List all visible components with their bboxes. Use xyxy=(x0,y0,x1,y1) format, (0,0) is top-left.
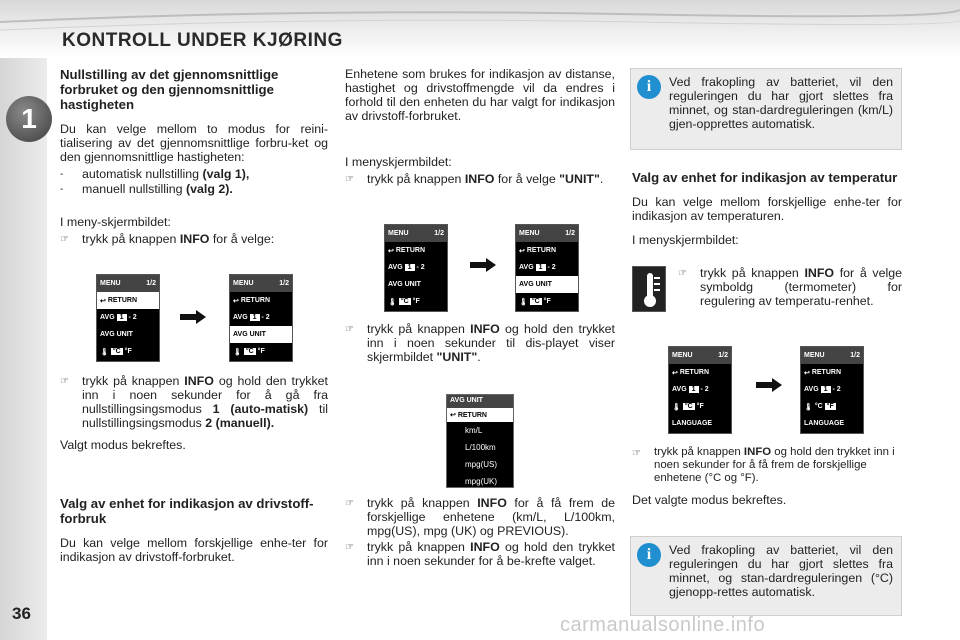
menu-intro: I meny-skjermbildet: xyxy=(60,215,171,229)
info-box-fuel-text: Ved frakopling av batteriet, vil den reguleringen du har gjort slettes fra minnet, og stan-dardreguleringen (km/L) gjen-opprettes automatisk. xyxy=(669,75,893,131)
unit-options-screen: AVG UNIT ↩ RETURN km/L L/100km mpg(US) mpg(UK) xyxy=(446,394,514,488)
page-number: 36 xyxy=(12,604,31,623)
temp-menu-screen-after: MENU 1/2 ↩ RETURN AVG 1 - 2 🌡 °C °F LANGUAGE xyxy=(800,346,864,434)
mode-confirmed: Valgt modus bekreftes. xyxy=(60,438,186,452)
temp-menu-screen-before: MENU 1/2 ↩ RETURN AVG 1 - 2 🌡 °C °F LANGUAGE xyxy=(668,346,732,434)
column-2 xyxy=(345,67,615,187)
page-title: KONTROLL UNDER KJØRING xyxy=(62,30,343,51)
reset-option-1: - automatisk nullstilling (valg 1), xyxy=(60,167,250,181)
menu-intro-3: I menyskjermbildet: xyxy=(632,233,739,247)
unit-menu-screen-before: MENU 1/2 ↩ RETURN AVG 1 - 2 AVG UNIT 🌡 °C °F xyxy=(384,224,448,312)
instruction-confirm-unit: ☞ trykk på knappen INFO og hold den trykket inn i noen sekunder for å be-krefte valget. xyxy=(345,540,615,568)
fuel-unit-paragraph: Du kan velge mellom forskjellige enhe-ter for indikasjon av drivstoff-forbruket. xyxy=(60,536,328,564)
instruction-cycle-units: ☞ trykk på knappen INFO for å få frem de forskjellige enhetene (km/L, L/100km, mpg(US), mpg (UK) og PREVIOUS). xyxy=(345,496,615,538)
units-paragraph: Enhetene som brukes for indikasjon av distanse, hastighet og drivstoffmengde vil da endres i forhold til den enheten du har valgt for indikasjon av drivstoff-forbruket. xyxy=(345,67,615,123)
info-box-temp-text: Ved frakopling av batteriet, vil den reguleringen du har gjort slettes fra minnet, og stan-dardreguleringen (°C) gjenopp-rettes automatisk. xyxy=(669,543,893,599)
page-header xyxy=(0,0,960,58)
column-2-lower xyxy=(345,496,615,568)
info-icon: i xyxy=(637,75,661,99)
temp-unit-paragraph: Du kan velge mellom forskjellige enhe-ter for indikasjon av temperaturen. xyxy=(632,195,902,223)
arrow-right-icon xyxy=(756,378,782,392)
column-3-lower xyxy=(632,446,902,507)
section-heading-fuel-unit: Valg av enhet for indikasjon av drivstoff-forbruk xyxy=(60,496,314,526)
return-icon: ↩ xyxy=(100,297,106,305)
instruction-select-unit: ☞ trykk på knappen INFO for å velge "UNIT". xyxy=(345,172,604,186)
instruction-select-temp: ☞ trykk på knappen INFO for å velge symboldg (termometer) for regulering av temperatu-renhet. xyxy=(678,266,902,308)
column-2-middle xyxy=(345,322,615,364)
column-1-lower xyxy=(60,374,328,564)
chapter-sidebar xyxy=(0,58,47,640)
instruction-hold-unit: ☞ trykk på knappen INFO og hold den trykket inn i noen sekunder til dis-playet viser skjermbildet "UNIT". xyxy=(345,322,615,364)
info-icon: i xyxy=(637,543,661,567)
section-heading-reset: Nullstilling av det gjennomsnittlige forbruket og den gjennomsnittlige hastigheten xyxy=(60,67,279,112)
column-1 xyxy=(60,67,328,247)
arrow-right-icon xyxy=(470,258,496,272)
chapter-badge: 1 xyxy=(6,96,52,142)
info-box-temp xyxy=(630,536,902,616)
temp-mode-confirmed: Det valgte modus bekreftes. xyxy=(632,493,787,507)
instruction-select: ☞ trykk på knappen INFO for å velge: xyxy=(60,232,275,246)
instruction-hold: ☞ trykk på knappen INFO og hold den trykket inn i noen sekunder for å gå fra nullstillingsingsmodus 1 (auto-matisk) til nullstillingsingsmodus 2 (manuell). xyxy=(60,374,328,430)
menu-screen-after: MENU 1/2 ↩ RETURN AVG 1 - 2 AVG UNIT 🌡 °C °F xyxy=(229,274,293,362)
section-heading-temp-unit: Valg av enhet for indikasjon av temperatur xyxy=(632,170,898,185)
pointer-hand-icon: ☞ xyxy=(60,234,69,245)
watermark: carmanualsonline.info xyxy=(560,614,766,636)
instruction-cycle-temp: ☞ trykk på knappen INFO og hold den trykket inn i noen sekunder for å få frem de forskjellige enhetene (°C og °F). xyxy=(632,446,895,484)
instruction-select-temp-wrap xyxy=(678,266,902,308)
arrow-right-icon xyxy=(180,310,206,324)
unit-menu-screen-after: MENU 1/2 ↩ RETURN AVG 1 - 2 AVG UNIT 🌡 °C °F xyxy=(515,224,579,312)
menu-intro-2: I menyskjermbildet: xyxy=(345,155,452,169)
thermometer-icon: 🌡 xyxy=(100,348,109,356)
thermometer-icon xyxy=(632,266,666,312)
menu-screen-before: MENU 1/2 ↩ RETURN AVG 1 - 2 AVG UNIT 🌡 °C °F xyxy=(96,274,160,362)
reset-option-2: - manuell nullstilling (valg 2). xyxy=(60,182,233,196)
info-box-fuel xyxy=(630,68,902,150)
column-3 xyxy=(632,170,902,247)
reset-paragraph: Du kan velge mellom to modus for reini-tialisering av det gjennomsnittlige forbru-ket og den gjennomsnittlige hastigheten: xyxy=(60,122,328,164)
